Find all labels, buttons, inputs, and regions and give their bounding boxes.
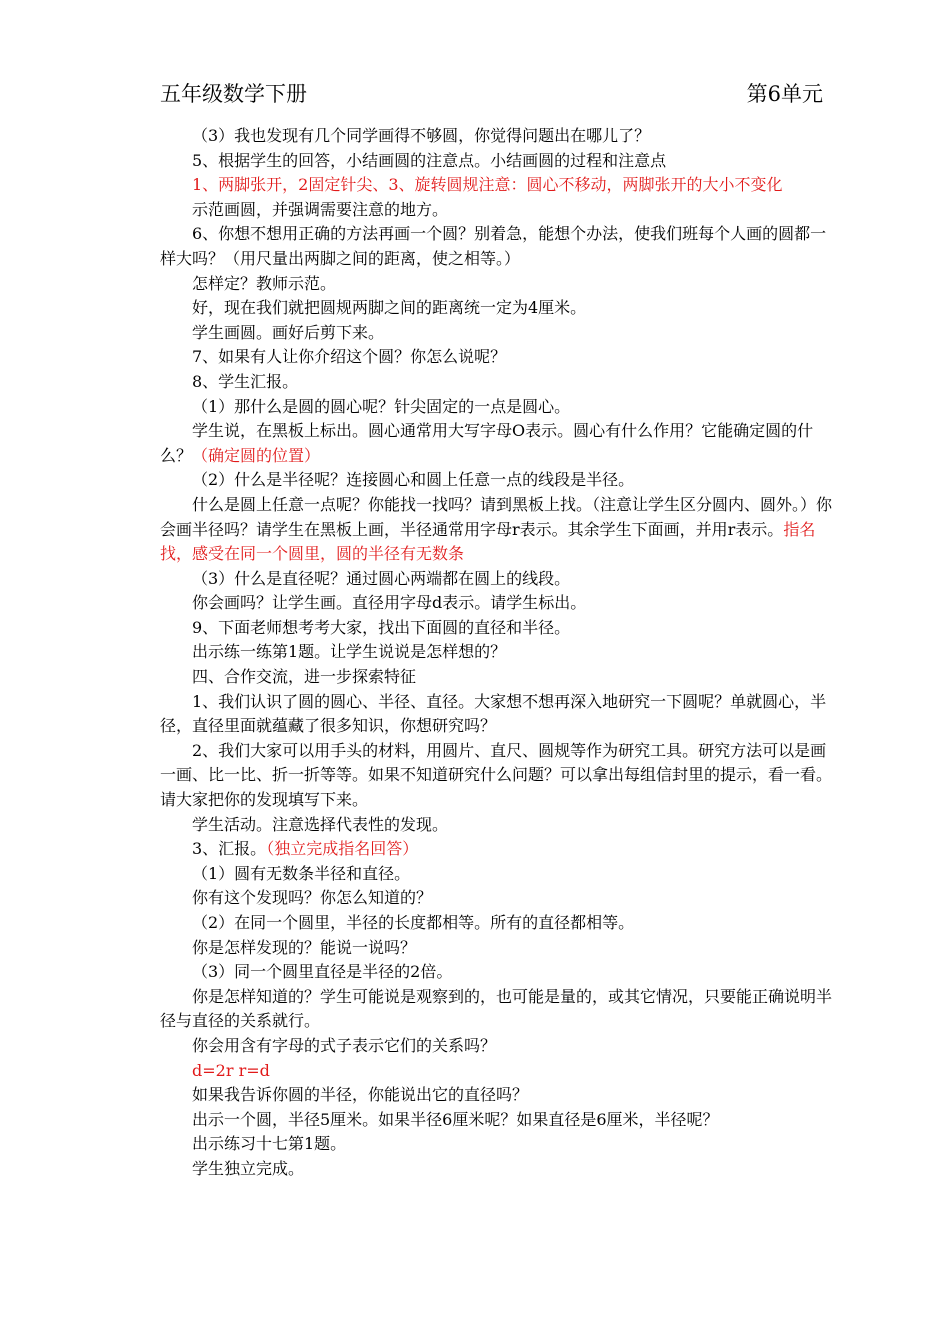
text-segment: （3）什么是直径呢？通过圆心两端都在圆上的线段。 bbox=[192, 568, 571, 588]
paragraph bbox=[160, 1083, 840, 1108]
text-segment: 出示练习十七第1题。 bbox=[192, 1134, 347, 1154]
highlighted-text: d=2r r=d bbox=[192, 1060, 270, 1080]
paragraph bbox=[160, 690, 840, 739]
text-segment: 6、你想不想用正确的方法再画一个圆？别着急，能想个办法，使我们班每个人画的圆都一样大吗？（用尺量出两脚之间的距离，使之相等。） bbox=[160, 224, 827, 268]
paragraph bbox=[160, 862, 840, 887]
text-segment: 你有这个发现吗？你怎么知道的？ bbox=[192, 888, 433, 908]
highlighted-text: （确定圆的位置） bbox=[192, 445, 321, 465]
paragraph bbox=[160, 591, 840, 616]
paragraph bbox=[160, 837, 840, 862]
text-segment: 如果我告诉你圆的半径，你能说出它的直径吗？ bbox=[192, 1085, 529, 1105]
text-segment: 5、根据学生的回答，小结画圆的注意点。小结画圆的过程和注意点 bbox=[192, 150, 667, 170]
page-header bbox=[160, 78, 823, 110]
text-segment: （2）在同一个圆里，半径的长度都相等。所有的直径都相等。 bbox=[192, 913, 635, 932]
paragraph bbox=[160, 1034, 840, 1059]
text-segment: （3）同一个圆里直径是半径的2倍。 bbox=[192, 962, 453, 982]
paragraph bbox=[160, 124, 840, 149]
text-segment: 你会画吗？让学生画。直径用字母d表示。请学生标出。 bbox=[192, 593, 587, 613]
paragraph bbox=[160, 345, 840, 370]
highlighted-text: 1、两脚张开，2固定针尖、3、旋转圆规注意：圆心不移动，两脚张开的大小不变化 bbox=[192, 175, 783, 195]
paragraph bbox=[160, 468, 840, 493]
text-segment: 怎样定？教师示范。 bbox=[192, 273, 337, 293]
text-segment: 出示练一练第1题。让学生说说是怎样想的？ bbox=[192, 642, 507, 662]
text-segment: 8、学生汇报。 bbox=[192, 371, 299, 391]
document-body bbox=[160, 124, 840, 1182]
text-segment: 学生画圆。画好后剪下来。 bbox=[192, 322, 385, 342]
paragraph bbox=[160, 616, 840, 641]
highlighted-text: 指名找，感受在同一个圆里，圆的半径有无数条 bbox=[160, 519, 816, 564]
text-segment: 学生独立完成。 bbox=[192, 1158, 305, 1178]
paragraph bbox=[160, 296, 840, 321]
paragraph bbox=[160, 419, 840, 468]
paragraph bbox=[160, 665, 840, 690]
paragraph bbox=[160, 739, 840, 813]
text-segment: 你会用含有字母的式子表示它们的关系吗？ bbox=[192, 1035, 497, 1055]
text-segment: 你是怎样发现的？能说一说吗？ bbox=[192, 937, 417, 957]
text-segment: （1）那什么是圆的圆心呢？针尖固定的一点是圆心。 bbox=[192, 396, 571, 416]
text-segment: 你是怎样知道的？学生可能说是观察到的，也可能是量的，或其它情况，只要能正确说明半径与直径的关系就行。 bbox=[160, 986, 833, 1031]
paragraph bbox=[160, 173, 840, 198]
paragraph bbox=[160, 911, 840, 936]
text-segment: 学生活动。注意选择代表性的发现。 bbox=[192, 814, 449, 834]
paragraph bbox=[160, 1108, 840, 1133]
header-title: 五年级数学下册 bbox=[160, 82, 307, 106]
highlighted-text: （独立完成指名回答） bbox=[266, 839, 419, 859]
paragraph bbox=[160, 985, 840, 1034]
paragraph bbox=[160, 321, 840, 346]
paragraph bbox=[160, 493, 840, 567]
paragraph bbox=[160, 222, 840, 271]
paragraph bbox=[160, 813, 840, 838]
paragraph bbox=[160, 1157, 840, 1182]
text-segment: 出示一个圆，半径5厘米。如果半径6厘米呢？如果直径是6厘米，半径呢？ bbox=[192, 1109, 719, 1129]
text-segment: 1、我们认识了圆的圆心、半径、直径。大家想不想再深入地研究一下圆呢？单就圆心，半径，直径里面就蕴藏了很多知识，你想研究吗？ bbox=[160, 691, 827, 736]
text-segment: 好，现在我们就把圆规两脚之间的距离统一定为4厘米。 bbox=[192, 298, 587, 318]
text-segment: 示范画圆，并强调需要注意的地方。 bbox=[192, 199, 449, 219]
paragraph bbox=[160, 567, 840, 592]
paragraph bbox=[160, 1132, 840, 1157]
paragraph bbox=[160, 370, 840, 395]
text-segment: 四、合作交流，进一步探索特征 bbox=[192, 667, 417, 687]
text-segment: 9、下面老师想考考大家，找出下面圆的直径和半径。 bbox=[192, 617, 571, 637]
text-segment: 学生说，在黑板上标出。圆心通常用大写字母O表示。圆心有什么作用？它能确定圆的什么？ bbox=[160, 421, 814, 465]
text-segment: （2）什么是半径呢？连接圆心和圆上任意一点的线段是半径。 bbox=[192, 470, 635, 490]
paragraph bbox=[160, 886, 840, 911]
text-segment: （1）圆有无数条半径和直径。 bbox=[192, 863, 411, 883]
text-segment: 什么是圆上任意一点呢？你能找一找吗？请到黑板上找。（注意让学生区分圆内、圆外。）你会画半径吗？请学生在黑板上画，半径通常用字母r表示。其余学生下面画，并用r表示。 bbox=[160, 494, 833, 539]
paragraph bbox=[160, 960, 840, 985]
paragraph bbox=[160, 149, 840, 174]
paragraph bbox=[160, 640, 840, 665]
text-segment: 7、如果有人让你介绍这个圆？你怎么说呢？ bbox=[192, 347, 507, 367]
text-segment: （3）我也发现有几个同学画得不够圆，你觉得问题出在哪儿了？ bbox=[192, 126, 651, 145]
text-segment: 2、我们大家可以用手头的材料，用圆片、直尺、圆规等作为研究工具。研究方法可以是画一画、比一比、折一折等等。如果不知道研究什么问题？可以拿出每组信封里的提示，看一看。请大家把你的发现填写下来。 bbox=[160, 740, 833, 810]
paragraph bbox=[160, 198, 840, 223]
paragraph bbox=[160, 395, 840, 420]
paragraph bbox=[160, 272, 840, 297]
header-unit: 第6单元 bbox=[746, 82, 823, 106]
paragraph bbox=[160, 936, 840, 961]
paragraph bbox=[160, 1059, 840, 1084]
text-segment: 3、汇报。 bbox=[192, 839, 267, 859]
